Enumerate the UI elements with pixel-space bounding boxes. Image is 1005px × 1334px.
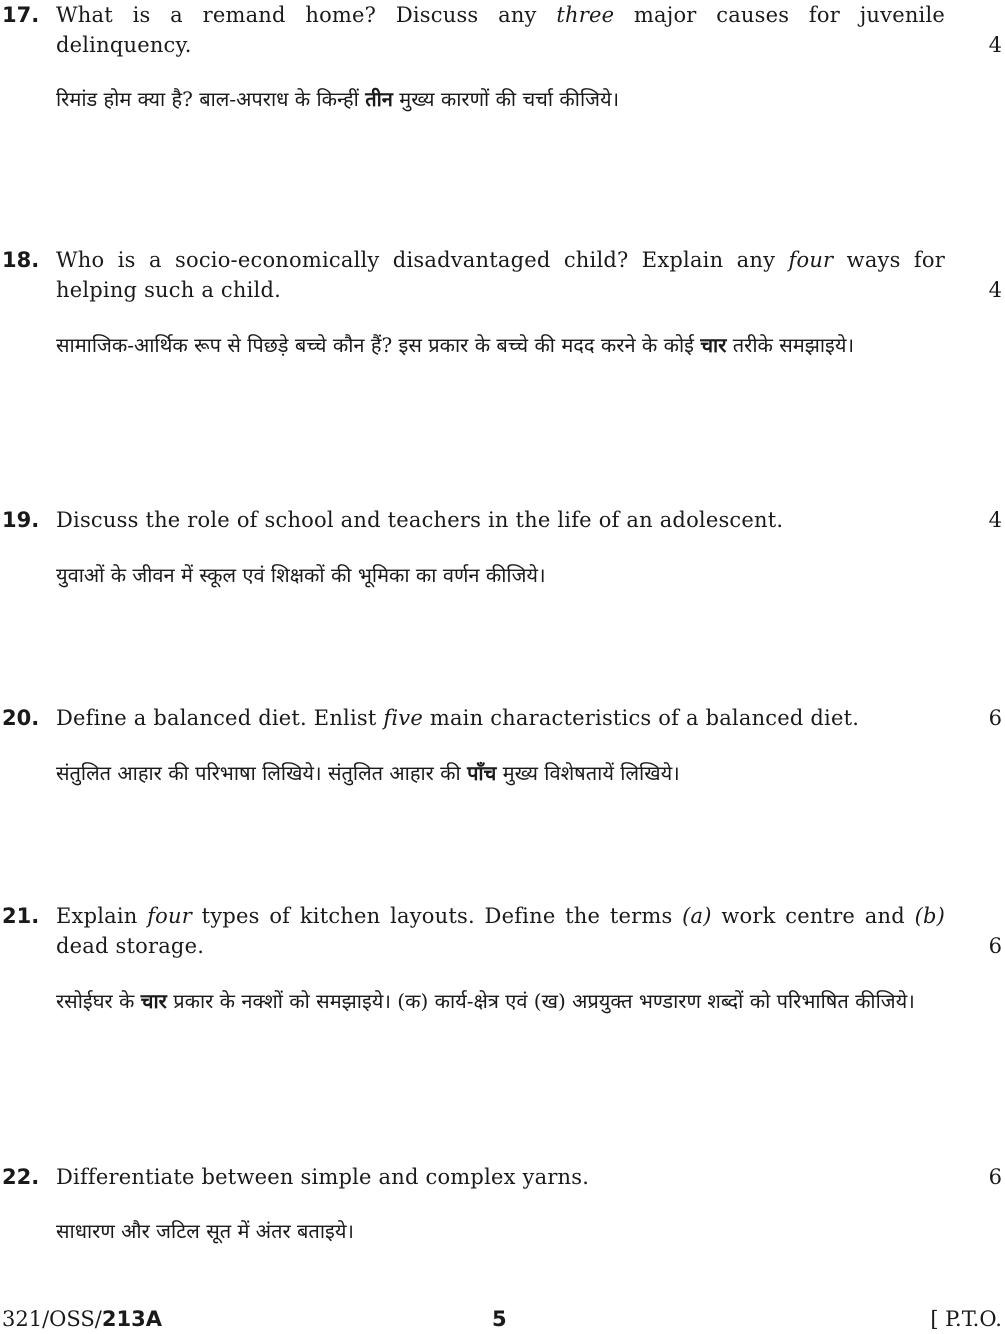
question-hindi: रसोईघर के चार प्रकार के नक्शों को समझाइये। (क) कार्य-क्षेत्र एवं (ख) अप्रयुक्त भण्डारण शब्दों को परिभाषित कीजिये। <box>56 989 915 1013</box>
question-number: 18. <box>2 248 40 272</box>
question-english: Define a balanced diet. Enlist five main characteristics of a balanced diet. <box>56 706 860 730</box>
pto-label: [ P.T.O. <box>930 1307 1002 1331</box>
question-english: Explain four types of kitchen layouts. Define the terms (a) work centre and (b) dead storage. <box>56 904 945 958</box>
question-english: Discuss the role of school and teachers in the life of an adolescent. <box>56 508 784 532</box>
question-marks: 4 <box>988 278 1002 302</box>
question-hindi: रिमांड होम क्या है? बाल-अपराध के किन्हीं तीन मुख्य कारणों की चर्चा कीजिये। <box>56 87 620 111</box>
question-number: 19. <box>2 508 40 532</box>
question-hindi: साधारण और जटिल सूत में अंतर बताइये। <box>56 1219 355 1243</box>
question-english: Who is a socio-economically disadvantaged child? Explain any four ways for helping such a child. <box>56 248 945 302</box>
question-number: 17. <box>2 3 40 27</box>
question-hindi: सामाजिक-आर्थिक रूप से पिछड़े बच्चे कौन हैं? इस प्रकार के बच्चे की मदद करने के कोई चार तरीके समझाइये। <box>56 333 855 357</box>
question-marks: 4 <box>988 508 1002 532</box>
question-hindi: संतुलित आहार की परिभाषा लिखिये। संतुलित आहार की पाँच मुख्य विशेषतायें लिखिये। <box>56 761 680 785</box>
question-number: 21. <box>2 904 40 928</box>
question-marks: 6 <box>988 706 1002 730</box>
question-english: What is a remand home? Discuss any three major causes for juvenile delinquency. <box>56 3 946 57</box>
question-english: Differentiate between simple and complex yarns. <box>56 1165 590 1189</box>
question-number: 22. <box>2 1165 40 1189</box>
question-marks: 4 <box>988 33 1002 57</box>
question-hindi: युवाओं के जीवन में स्कूल एवं शिक्षकों की भूमिका का वर्णन कीजिये। <box>56 563 546 587</box>
question-marks: 6 <box>988 1165 1002 1189</box>
paper-code: 321/OSS/213A <box>2 1307 162 1331</box>
page-number: 5 <box>492 1307 507 1331</box>
question-marks: 6 <box>988 934 1002 958</box>
question-number: 20. <box>2 706 40 730</box>
